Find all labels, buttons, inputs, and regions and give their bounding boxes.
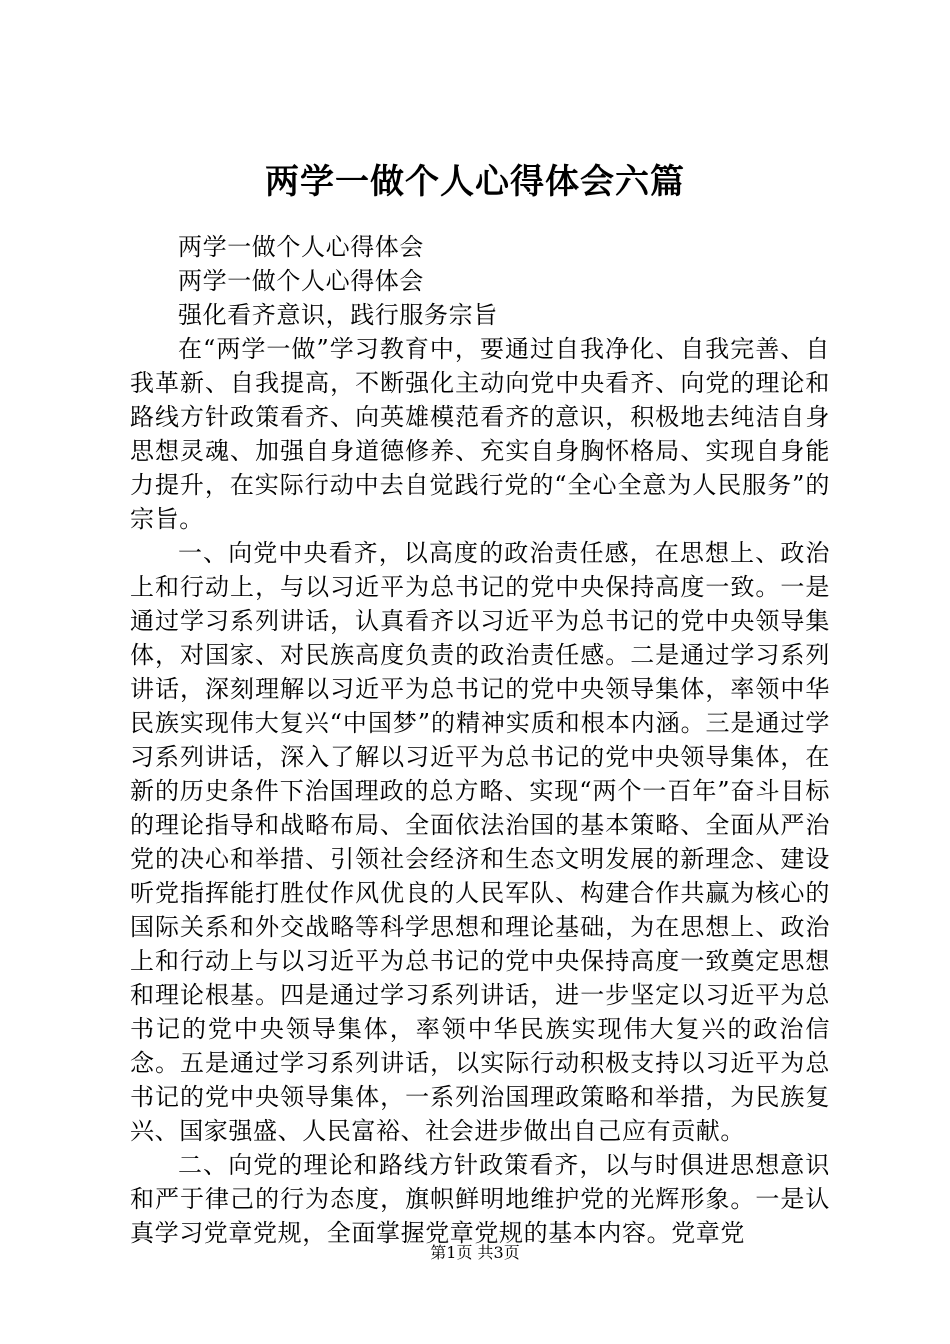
paragraph: 一、向党中央看齐，以高度的政治责任感，在思想上、政治上和行动上，与以习近平为总书记的党中央保持高度一致。一是通过学习系列讲话，认真看齐以习近平为总书记的党中央领导集体，对国家、对民族高度负责的政治责任感。二是通过学习系列讲话，深刻理解以习近平为总书记的党中央领导集体，率领中华民族实现伟大复兴“中国梦”的精神实质和根本内涵。三是通过学习系列讲话，深入了解以习近平为总书记的党中央领导集体，在新的历史条件下治国理政的总方略、实现“两个一百年”奋斗目标的理论指导和战略布局、全面依法治国的基本策略、全面从严治党的决心和举措、引领社会经济和生态文明发展的新理念、建设听党指挥能打胜仗作风优良的人民军队、构建合作共赢为核心的国际关系和外交战略等科学思想和理论基础，为在思想上、政治上和行动上与以习近平为总书记的党中央保持高度一致奠定思想和理论根基。四是通过学习系列讲话，进一步坚定以习近平为总书记的党中央领导集体，率领中华民族实现伟大复兴的政治信念。五是通过学习系列讲话，以实际行动积极支持以习近平为总书记的党中央领导集体，一系列治国理政策略和举措，为民族复兴、国家强盛、人民富裕、社会进步做出自己应有贡献。: [130, 539, 830, 1145]
paragraph: 两学一做个人心得体会: [178, 267, 424, 295]
document-title: 两学一做个人心得体会六篇: [265, 162, 685, 202]
document-body: [130, 230, 830, 1250]
paragraph: 在“两学一做”学习教育中，要通过自我净化、自我完善、自我革新、自我提高，不断强化主动向党中央看齐、向党的理论和路线方针政策看齐、向英雄模范看齐的意识，积极地去纯洁自身思想灵魂、加强自身道德修养、充实自身胸怀格局、实现自身能力提升，在实际行动中去自觉践行党的“全心全意为人民服务”的宗旨。: [130, 335, 830, 533]
paragraph: 强化看齐意识，践行服务宗旨: [178, 301, 498, 329]
paragraph: 两学一做个人心得体会: [178, 233, 424, 261]
page-footer: 第1页 共3页: [430, 1243, 520, 1262]
paragraph: 二、向党的理论和路线方针政策看齐，以与时俱进思想意识和严于律己的行为态度，旗帜鲜明地维护党的光辉形象。一是认真学习党章党规，全面掌握党章党规的基本内容。党章党: [130, 1151, 830, 1247]
